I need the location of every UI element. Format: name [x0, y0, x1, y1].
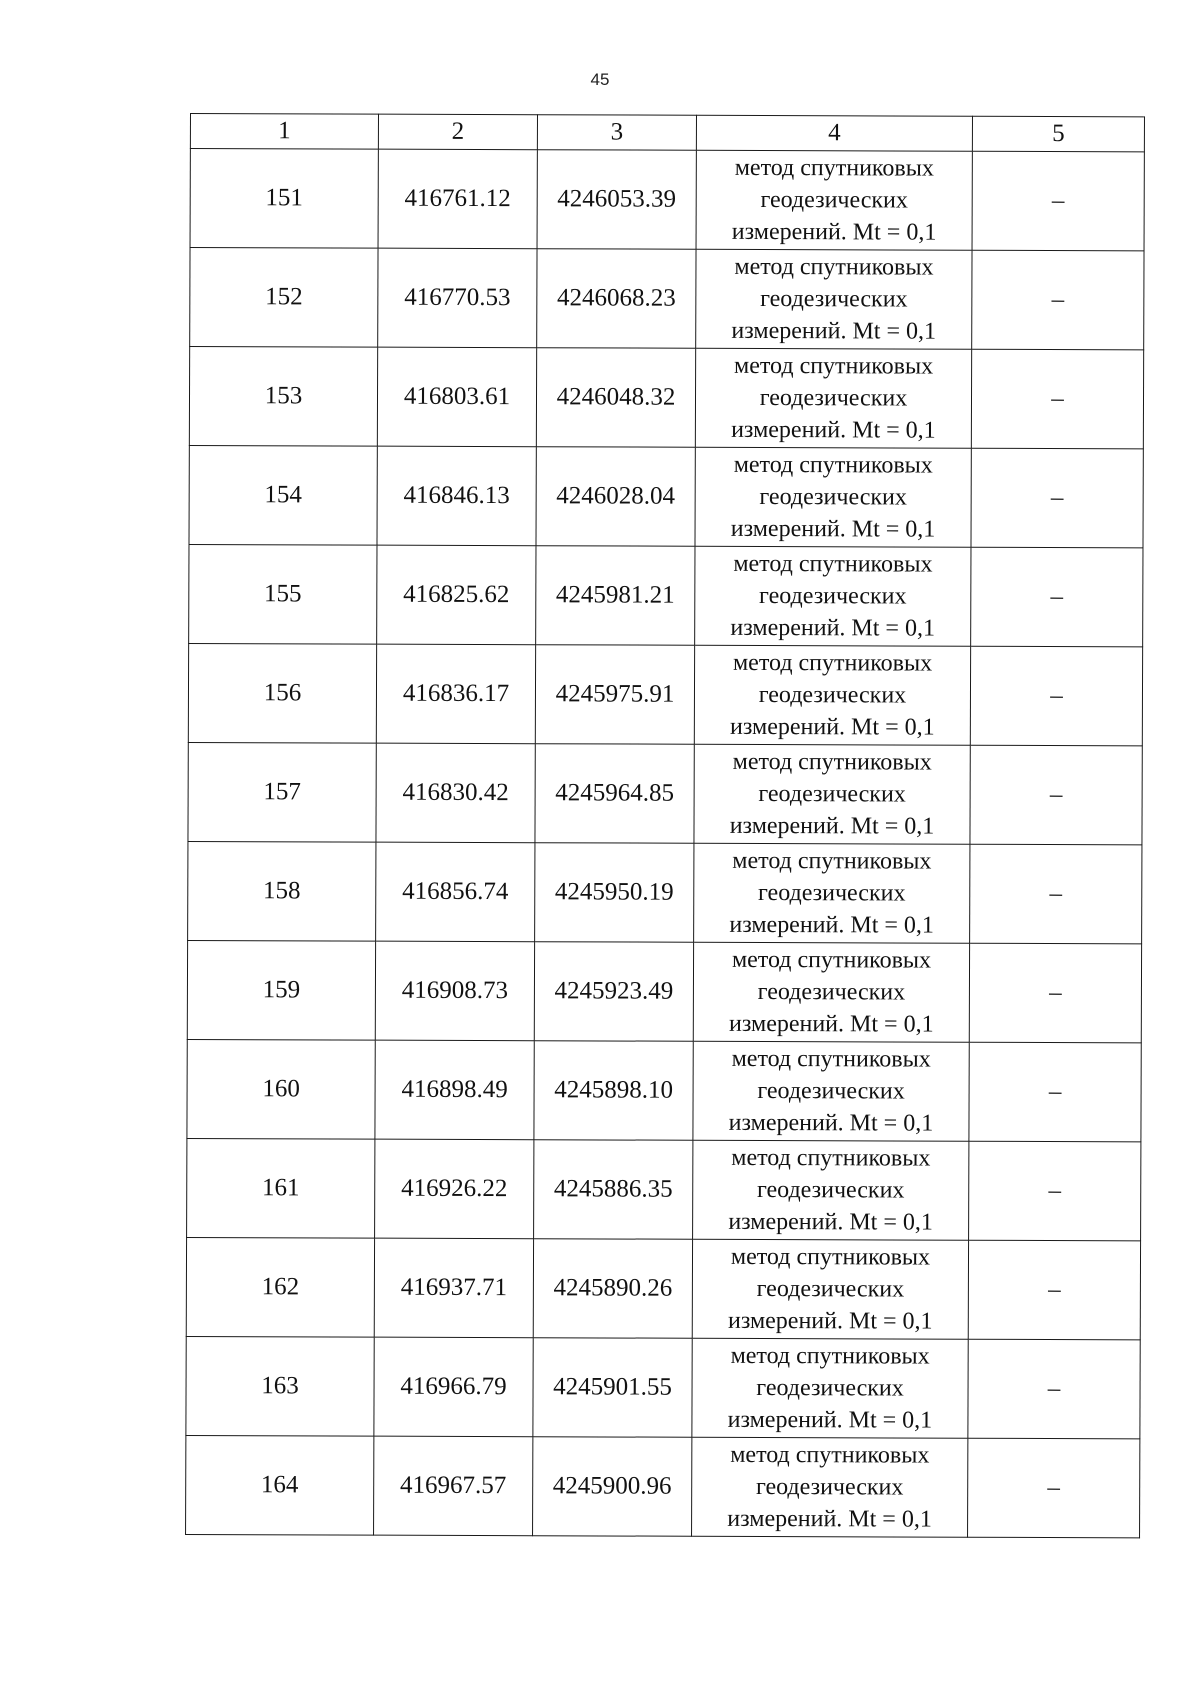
method-text-line: измерений. Mt = 0,1: [730, 515, 936, 543]
method-text-line: измерений. Mt = 0,1: [731, 317, 937, 345]
method-text-line: метод спутниковых: [732, 649, 933, 677]
method-text-line: геодезических: [759, 483, 907, 511]
method-text-line: геодезических: [759, 582, 907, 610]
note-cell: –: [969, 1042, 1141, 1142]
note-cell: –: [968, 1339, 1140, 1439]
coordinate-x-cell: 416830.42: [376, 743, 535, 843]
point-number-cell: 160: [187, 1039, 375, 1139]
method-text-line: метод спутниковых: [730, 1441, 930, 1469]
note-cell: –: [970, 844, 1142, 944]
method-text-line: метод спутниковых: [733, 451, 933, 479]
method-text-line: метод спутниковых: [734, 253, 934, 281]
method-cell: [693, 1041, 969, 1141]
note-cell: –: [968, 1240, 1140, 1340]
point-number-cell: 156: [188, 643, 376, 743]
page-number: 45: [590, 70, 610, 89]
method-cell: [694, 843, 970, 943]
point-number-cell: 164: [186, 1435, 374, 1535]
coordinate-y-cell: 4245890.26: [533, 1239, 692, 1339]
method-text-line: измерений. Mt = 0,1: [730, 713, 935, 741]
method-cell: [694, 744, 970, 844]
method-text-line: измерений. Mt = 0,1: [727, 1406, 933, 1434]
method-text-line: метод спутниковых: [733, 550, 933, 578]
column-header-4: 4: [696, 115, 972, 151]
coordinate-x-cell: 416846.13: [377, 446, 536, 546]
column-header-1: 1: [190, 114, 378, 150]
document-sheet: [185, 113, 1144, 1538]
coordinate-y-cell: 4245898.10: [534, 1041, 693, 1141]
table-row: [189, 445, 1143, 547]
table-row: [188, 841, 1142, 943]
method-cell: [696, 249, 972, 349]
table-row: [190, 149, 1144, 251]
coordinate-y-cell: 4245900.96: [533, 1437, 692, 1537]
method-text-line: геодезических: [758, 681, 907, 709]
table-body: [186, 149, 1145, 1538]
point-number-cell: 152: [190, 248, 378, 348]
table-header-row: [190, 114, 1144, 152]
coordinates-table: [185, 113, 1145, 1538]
table-row: [187, 1039, 1141, 1141]
table-row: [186, 1336, 1140, 1438]
method-text-line: метод спутниковых: [734, 352, 934, 380]
method-text-line: геодезических: [757, 1077, 905, 1105]
method-text-line: метод спутниковых: [732, 847, 932, 875]
coordinate-x-cell: 416967.57: [374, 1436, 533, 1536]
coordinate-x-cell: 416937.71: [374, 1238, 533, 1338]
method-cell: [694, 645, 970, 745]
method-text-line: измерений. Mt = 0,1: [729, 911, 934, 939]
method-cell: [692, 1239, 968, 1339]
method-cell: [695, 348, 971, 448]
method-cell: [693, 942, 969, 1042]
coordinate-y-cell: 4246028.04: [536, 447, 695, 547]
method-text-line: измерений. Mt = 0,1: [731, 218, 937, 246]
note-cell: –: [972, 250, 1144, 350]
note-cell: –: [970, 745, 1142, 845]
method-text-line: метод спутниковых: [734, 154, 934, 182]
coordinate-y-cell: 4245923.49: [534, 942, 693, 1042]
method-text-line: геодезических: [756, 1176, 905, 1204]
method-text-line: измерений. Mt = 0,1: [731, 416, 936, 444]
table-row: [186, 1435, 1140, 1537]
point-number-cell: 163: [186, 1336, 374, 1436]
note-cell: –: [969, 1141, 1141, 1241]
note-cell: –: [969, 943, 1141, 1043]
method-text-line: измерений. Mt = 0,1: [727, 1505, 932, 1533]
coordinate-x-cell: 416761.12: [378, 149, 537, 249]
note-cell: –: [972, 151, 1144, 251]
note-cell: –: [971, 547, 1143, 647]
coordinate-y-cell: 4245901.55: [533, 1338, 692, 1438]
table-row: [188, 643, 1142, 745]
method-text-line: метод спутниковых: [730, 1342, 930, 1370]
method-text-line: геодезических: [757, 978, 906, 1006]
method-text-line: измерений. Mt = 0,1: [729, 812, 935, 840]
method-cell: [695, 447, 971, 547]
note-cell: –: [970, 646, 1142, 746]
coordinate-y-cell: 4245964.85: [535, 744, 694, 844]
table-row: [189, 347, 1143, 449]
coordinate-x-cell: 416966.79: [374, 1337, 533, 1437]
method-text-line: метод спутниковых: [731, 946, 932, 974]
point-number-cell: 153: [189, 347, 377, 447]
method-cell: [693, 1140, 969, 1240]
table-row: [190, 248, 1144, 350]
method-text-line: измерений. Mt = 0,1: [728, 1010, 934, 1038]
method-text-line: геодезических: [760, 285, 908, 313]
method-cell: [696, 150, 972, 250]
method-cell: [695, 546, 971, 646]
coordinate-x-cell: 416926.22: [375, 1139, 534, 1239]
method-cell: [692, 1437, 968, 1537]
table-row: [189, 544, 1143, 646]
note-cell: –: [968, 1438, 1140, 1538]
point-number-cell: 161: [187, 1138, 375, 1238]
method-text-line: измерений. Mt = 0,1: [728, 1208, 933, 1236]
point-number-cell: 155: [189, 544, 377, 644]
table-row: [187, 940, 1141, 1042]
point-number-cell: 151: [190, 149, 378, 249]
coordinate-x-cell: 416770.53: [378, 248, 537, 348]
method-text-line: метод спутниковых: [732, 748, 932, 776]
point-number-cell: 157: [188, 742, 376, 842]
table-row: [186, 1237, 1140, 1339]
point-number-cell: 158: [188, 841, 376, 941]
coordinate-y-cell: 4246048.32: [536, 348, 695, 448]
point-number-cell: 159: [187, 940, 375, 1040]
method-text-line: метод спутниковых: [730, 1243, 931, 1271]
column-header-5: 5: [972, 116, 1144, 152]
method-text-line: геодезических: [758, 879, 906, 907]
column-header-3: 3: [537, 115, 696, 151]
method-text-line: геодезических: [759, 384, 908, 412]
coordinate-y-cell: 4246068.23: [537, 249, 696, 349]
note-cell: –: [971, 349, 1143, 449]
coordinate-x-cell: 416836.17: [376, 644, 535, 744]
coordinate-x-cell: 416825.62: [377, 545, 536, 645]
table-row: [188, 742, 1142, 844]
column-header-2: 2: [378, 114, 537, 150]
coordinate-y-cell: 4245975.91: [535, 645, 694, 745]
method-text-line: геодезических: [756, 1275, 905, 1303]
method-cell: [692, 1338, 968, 1438]
method-text-line: метод спутниковых: [731, 1045, 931, 1073]
coordinate-y-cell: 4245981.21: [536, 546, 695, 646]
method-text-line: геодезических: [758, 780, 906, 808]
method-text-line: метод спутниковых: [731, 1144, 931, 1172]
method-text-line: измерений. Mt = 0,1: [730, 614, 936, 642]
table-row: [187, 1138, 1141, 1240]
coordinate-x-cell: 416856.74: [376, 842, 535, 942]
coordinate-y-cell: 4246053.39: [537, 150, 696, 250]
coordinate-x-cell: 416908.73: [375, 941, 534, 1041]
coordinate-x-cell: 416803.61: [377, 347, 536, 447]
point-number-cell: 154: [189, 445, 377, 545]
coordinate-y-cell: 4245886.35: [534, 1140, 693, 1240]
point-number-cell: 162: [186, 1237, 374, 1337]
note-cell: –: [971, 448, 1143, 548]
method-text-line: геодезических: [756, 1374, 904, 1402]
coordinate-x-cell: 416898.49: [375, 1040, 534, 1140]
method-text-line: измерений. Mt = 0,1: [727, 1307, 933, 1335]
method-text-line: измерений. Mt = 0,1: [728, 1109, 934, 1137]
coordinate-y-cell: 4245950.19: [535, 843, 694, 943]
method-text-line: геодезических: [755, 1473, 904, 1501]
method-text-line: геодезических: [760, 186, 908, 214]
